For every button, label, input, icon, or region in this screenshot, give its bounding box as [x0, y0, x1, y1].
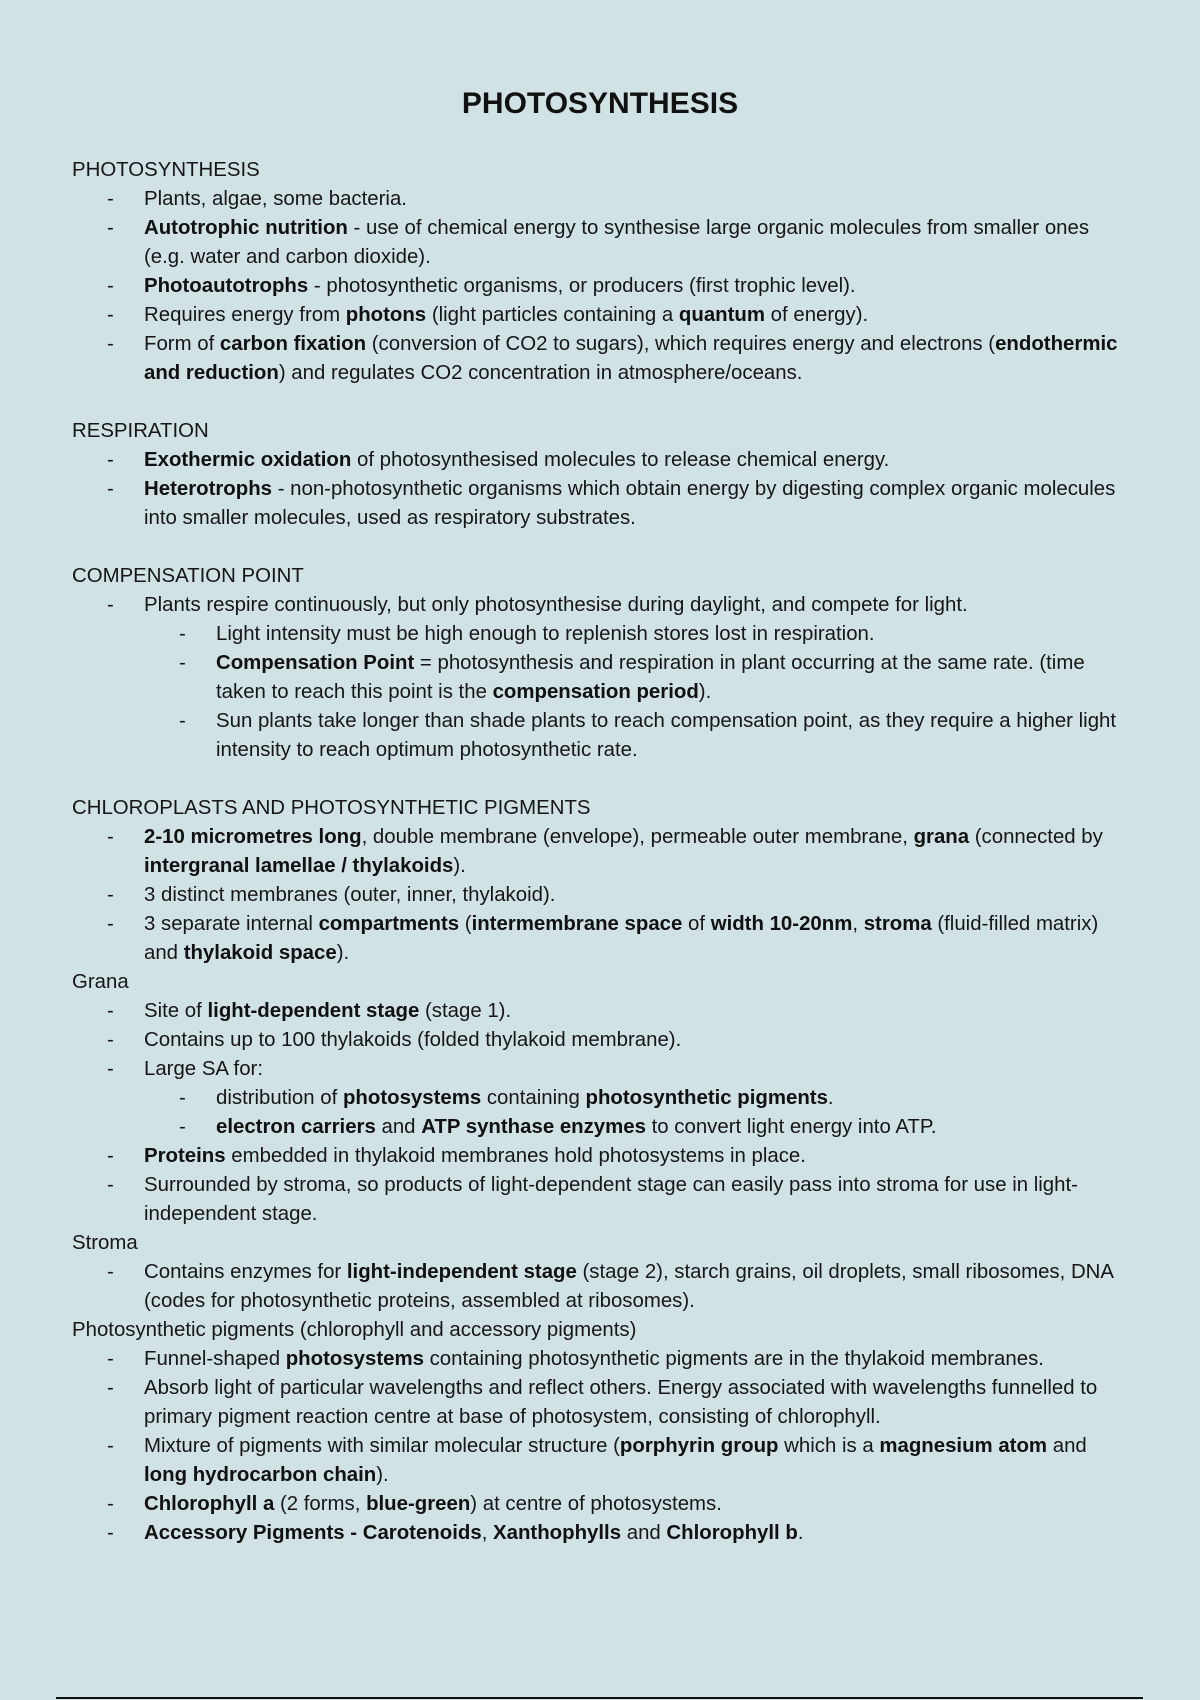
bullet-item [72, 1258, 1132, 1316]
sub-bullet-item [72, 707, 1132, 765]
section [72, 968, 1132, 1229]
bold-term: ATP synthase enzymes [421, 1116, 646, 1138]
page-title: PHOTOSYNTHESIS [461, 87, 739, 120]
section [72, 417, 1132, 533]
text-run: , [481, 1522, 494, 1544]
bold-term: long hydrocarbon chain [144, 1464, 377, 1486]
text-run: which is a [778, 1435, 880, 1457]
bullet-item [72, 272, 1132, 301]
text-run: ) at centre of photosystems. [470, 1493, 722, 1515]
bold-term: Photoautotrophs [144, 275, 309, 297]
text-run: Sun plants take longer than shade plants to reach compensation point, as they require a higher light intensity to reach optimum photosynthetic rate. [216, 710, 1117, 761]
text-run: 3 distinct membranes (outer, inner, thylakoid). [144, 884, 556, 906]
text-run: Absorb light of particular wavelengths and reflect others. Energy associated with wavelengths funnelled to primary pigment reaction centre at base of photosystem, consisting of chlorophyll. [144, 1377, 1098, 1428]
text-run: Light intensity must be high enough to replenish stores lost in respiration. [216, 623, 875, 645]
text-run: Funnel-shaped [144, 1348, 286, 1370]
text-run: (connected by [969, 826, 1103, 848]
section-heading: RESPIRATION [72, 420, 209, 442]
bullet-item [72, 1055, 1132, 1084]
bold-term: Chlorophyll a [144, 1493, 275, 1515]
text-run: ). [376, 1464, 389, 1486]
text-run: Contains up to 100 thylakoids (folded thylakoid membrane). [144, 1029, 682, 1051]
text-run: ). [698, 681, 712, 703]
bold-term: width 10-20nm [710, 913, 853, 935]
bold-term: Chlorophyll b [666, 1522, 798, 1544]
text-run: - use of chemical energy to synthesise large organic molecules from smaller ones (e.g. water and carbon dioxide). [144, 217, 1090, 268]
section [72, 1316, 1132, 1548]
text-run: and [621, 1522, 667, 1544]
text-run: , double membrane (envelope), permeable outer membrane, [361, 826, 914, 848]
sub-bullet-item [72, 1084, 1132, 1113]
bullet-item [72, 1026, 1132, 1055]
section-heading: CHLOROPLASTS AND PHOTOSYNTHETIC PIGMENTS [72, 797, 591, 819]
bold-term: Proteins [144, 1145, 226, 1167]
bold-term: 2-10 micrometres long [144, 826, 362, 848]
text-run: (stage 2), starch grains, oil droplets, small ribosomes, DNA (codes for photosynthetic proteins, assembled at ribosomes). [144, 1261, 1113, 1312]
text-run: of photosynthesised molecules to release chemical energy. [351, 449, 890, 471]
bold-term: light-independent stage [346, 1261, 577, 1283]
bullet-item [72, 591, 1132, 620]
text-run: Plants respire continuously, but only photosynthesise during daylight, and compete for light. [144, 594, 968, 616]
text-run: (light particles containing a [426, 304, 679, 326]
text-run: ) and regulates CO2 concentration in atmosphere/oceans. [278, 362, 803, 384]
footer-divider [56, 1697, 1143, 1699]
text-run: ). [336, 942, 350, 964]
text-run: to convert light energy into ATP. [645, 1116, 937, 1138]
sub-bullet-item [72, 620, 1132, 649]
text-run: = photosynthesis and respiration in plant occurring at the same rate. (time taken to reach this point is the [216, 652, 1085, 703]
bold-term: Compensation Point [216, 652, 415, 674]
bullet-item [72, 330, 1132, 388]
bold-term: Accessory Pigments - Carotenoids [144, 1522, 482, 1544]
text-run: ( [459, 913, 472, 935]
sub-bullet-item [72, 1113, 1132, 1142]
section-heading: Grana [72, 971, 129, 993]
sub-bullet-item [72, 649, 1132, 707]
bullet-item [72, 301, 1132, 330]
text-run: Form of [144, 333, 220, 355]
section [72, 562, 1132, 765]
text-run: Surrounded by stroma, so products of light-dependent stage can easily pass into stroma for use in light-independent stage. [144, 1174, 1078, 1225]
bullet-item [72, 475, 1132, 533]
bold-term: intermembrane space [471, 913, 683, 935]
bullet-item [72, 1142, 1132, 1171]
bold-term: carbon fixation [219, 333, 367, 355]
bold-term: porphyrin group [619, 1435, 779, 1457]
text-run: , [852, 913, 864, 935]
bold-term: thylakoid space [183, 942, 337, 964]
bold-term: Exothermic oxidation [144, 449, 352, 471]
bold-term: Xanthophylls [493, 1522, 622, 1544]
bold-term: quantum [678, 304, 766, 326]
text-run: - photosynthetic organisms, or producers (first trophic level). [308, 275, 856, 297]
text-run: distribution of [216, 1087, 343, 1109]
text-run: and [375, 1116, 422, 1138]
text-run: Contains enzymes for [144, 1261, 347, 1283]
bold-term: photons [345, 304, 427, 326]
bold-term: Autotrophic nutrition [144, 217, 348, 239]
section [72, 1229, 1132, 1316]
bold-term: endothermic and reduction [144, 333, 1118, 384]
text-run: of energy). [765, 304, 869, 326]
section-heading: Stroma [72, 1232, 138, 1254]
text-run: Requires energy from [144, 304, 346, 326]
text-run: Mixture of pigments with similar molecular structure ( [144, 1435, 620, 1457]
bold-term: electron carriers [216, 1116, 376, 1138]
bold-term: photosynthetic pigments [585, 1087, 828, 1109]
bullet-item [72, 1490, 1132, 1519]
bullet-item [72, 910, 1132, 968]
bold-term: photosystems [342, 1087, 482, 1109]
text-run: and [1047, 1435, 1087, 1457]
text-run: - non-photosynthetic organisms which obtain energy by digesting complex organic molecules into smaller molecules, used as respiratory substrates. [144, 478, 1116, 529]
bullet-item [72, 185, 1132, 214]
text-run: (stage 1). [419, 1000, 512, 1022]
text-run: embedded in thylakoid membranes hold photosystems in place. [225, 1145, 806, 1167]
notes-body [72, 156, 1132, 1548]
section-heading: PHOTOSYNTHESIS [72, 159, 260, 181]
bold-term: light-dependent stage [207, 1000, 420, 1022]
bullet-item [72, 997, 1132, 1026]
text-run: ). [453, 855, 466, 877]
bold-term: blue-green [366, 1493, 471, 1515]
text-run: (fluid-filled matrix) and [144, 913, 1099, 964]
bold-term: photosystems [285, 1348, 424, 1370]
bold-term: Heterotrophs [144, 478, 273, 500]
bullet-item [72, 214, 1132, 272]
text-run: . [827, 1087, 834, 1109]
bullet-item [72, 1519, 1132, 1548]
bullet-item [72, 823, 1132, 881]
section-heading: Photosynthetic pigments (chlorophyll and accessory pigments) [72, 1319, 637, 1341]
text-run: . [797, 1522, 804, 1544]
section [72, 156, 1132, 388]
bullet-item [72, 1345, 1132, 1374]
bold-term: magnesium atom [879, 1435, 1048, 1457]
section [72, 794, 1132, 968]
bullet-item [72, 1432, 1132, 1490]
bullet-item [72, 446, 1132, 475]
bullet-item [72, 1374, 1132, 1432]
bullet-item [72, 1171, 1132, 1229]
bold-term: compensation period [492, 681, 699, 703]
bold-term: intergranal lamellae / thylakoids [144, 855, 454, 877]
text-run: of [682, 913, 711, 935]
text-run: 3 separate internal [144, 913, 319, 935]
text-run: Large SA for: [144, 1058, 264, 1080]
text-run: containing [481, 1087, 586, 1109]
text-run: (2 forms, [274, 1493, 367, 1515]
bold-term: stroma [863, 913, 932, 935]
bold-term: grana [913, 826, 970, 848]
text-run: (conversion of CO2 to sugars), which requires energy and electrons ( [366, 333, 996, 355]
section-heading: COMPENSATION POINT [72, 565, 304, 587]
text-run: containing photosynthetic pigments are in the thylakoid membranes. [423, 1348, 1044, 1370]
text-run: Plants, algae, some bacteria. [144, 188, 407, 210]
bold-term: compartments [318, 913, 460, 935]
bullet-item [72, 881, 1132, 910]
text-run: Site of [144, 1000, 208, 1022]
